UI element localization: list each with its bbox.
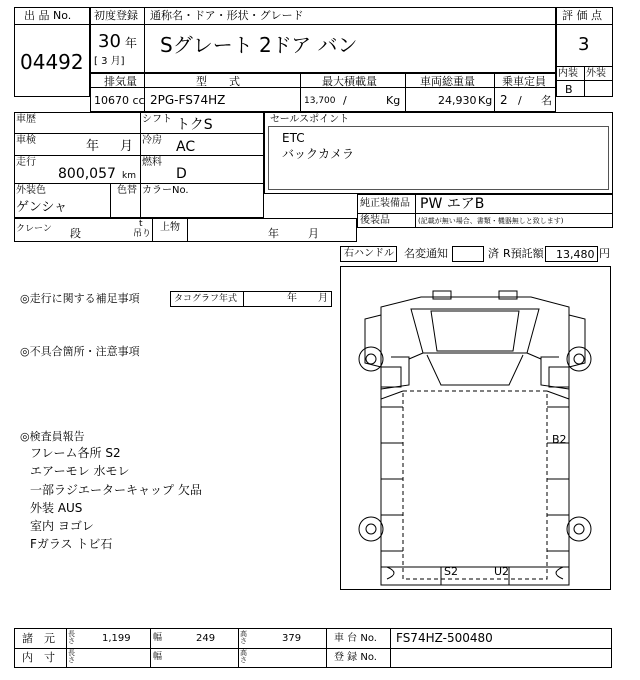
color-code-label: カラーNo. [142,185,189,196]
top-label: 上物 [160,222,180,233]
inspector-label: ◎検査員報告 [20,430,85,443]
deposit-value: 13,480 [556,248,595,261]
inner-length-label: 長さ [68,649,75,664]
aftermarket-note: (記載が無い場合、書類・機器無しと致します) [418,217,564,225]
model-label: 型 式 [196,75,240,88]
tacho-label: タコグラフ年式 [174,294,238,304]
top-year: 年 [268,227,279,240]
height-label: 高さ [240,630,247,645]
capacity-sep: / [518,94,522,107]
cooler-label: 冷房 [142,135,162,146]
mileage-value: 800,057 [58,166,116,182]
chassis-value: FS74HZ-500480 [396,631,493,645]
history-label: 車歴 [16,114,36,125]
shift-value: トクS [176,117,213,133]
height-value: 379 [282,633,302,644]
width-value: 249 [196,633,216,644]
inspector-line: 一部ラジエーターキャップ 欠品 [30,483,202,497]
color-change-label: 色替 [117,185,137,196]
reg-year: 30 [98,31,121,52]
cooler-value: AC [176,139,196,155]
displacement: 10670 cc [94,94,145,107]
mileage-unit: km [122,171,136,181]
top-month: 月 [308,227,319,240]
gross-label: 車両総重量 [420,75,475,88]
grade-label: 評 価 点 [562,9,602,22]
inspection-label: 車検 [16,135,36,146]
crane-lift: 吊り [133,229,152,239]
mileage-label: 走行 [16,157,36,168]
genuine-equipment: PW エアB [420,196,485,212]
capacity-unit: 名 [541,94,552,107]
right-handle: 右ハンドル [344,248,394,259]
inspector-line: エアーモレ 水モレ [30,464,130,478]
width-label: 幅 [153,633,163,643]
shift-label: シフト [142,114,172,125]
capacity-label: 乗車定員 [502,75,546,88]
inspection-month: 月 [120,139,134,154]
spec-label: 諸 元 [22,632,55,645]
reg-month: [ 3 月] [94,56,125,67]
load-unit: Kg [386,94,401,107]
deposit-label: R預託額 [503,247,544,260]
truck-diagram-drawing [341,267,610,589]
fuel-value: D [176,166,187,182]
genuine-equipment-label: 純正装備品 [360,198,410,209]
gross-value: 24,930 [438,94,477,107]
damage-mark-u2: U2 [494,565,510,578]
exterior-color-label: 外装色 [16,185,46,196]
exterior-label: 外装 [586,68,606,79]
capacity-value: 2 [500,93,508,107]
crane-t: t [139,219,143,229]
inspection-year: 年 [86,139,100,154]
length-label: 長さ [68,630,75,645]
displacement-label: 排気量 [104,75,137,88]
crane-stage: 段 [70,227,81,240]
inspector-line: 外装 AUS [30,501,83,515]
exterior-color: ゲンシャ [16,200,68,215]
name-change-label: 名変通知 [404,247,448,260]
interior-label: 内装 [558,68,578,79]
aftermarket-label: 後装品 [360,215,390,226]
tacho-year: 年 [287,293,297,304]
deposit-prefix: 済 [488,247,499,260]
reg-year-unit: 年 [125,36,138,50]
gross-unit: Kg [478,94,493,107]
chassis-label: 車 台 No. [334,633,377,644]
damage-mark-s2: S2 [444,565,458,578]
name-change-box [452,246,484,262]
tacho-month: 月 [318,293,328,304]
damage-diagram [340,266,611,590]
crane-label: クレーン [16,224,52,234]
sales-point-item: ETC [282,131,305,145]
registration-label: 登 録 No. [334,652,377,663]
inner-width-label: 幅 [153,652,163,662]
sales-point-label: セールスポイント [270,114,350,125]
first-reg-label: 初度登録 [94,9,138,22]
sales-point-item: バックカメラ [282,147,355,161]
grade-value: 3 [578,34,590,55]
car-name-label: 通称名・ドア・形状・グレード [150,9,304,22]
inspector-line: Fガラス トビ石 [30,537,113,551]
inspector-line: フレーム各所 S2 [30,446,121,460]
lot-no: 04492 [20,50,84,74]
supplement-label: ◎走行に関する補足事項 [20,292,140,305]
load-label: 最大積載量 [322,75,377,88]
length-value: 1,199 [102,633,131,644]
load-sep: / [343,94,347,107]
crane-row [14,218,357,242]
interior-grade: B [565,83,573,96]
inspector-line: 室内 ヨゴレ [30,519,94,533]
deposit-unit: 円 [599,247,610,260]
defect-label: ◎不具合箇所・注意事項 [20,345,140,358]
damage-mark-b2: B2 [552,433,567,446]
inner-height-label: 高さ [240,649,247,664]
car-name: Sグレート 2ドア バン [160,33,358,57]
lot-no-label: 出 品 No. [24,9,72,22]
load-value: 13,700 [304,96,336,106]
inner-dim-label: 内 寸 [22,651,55,664]
fuel-label: 燃料 [142,157,162,168]
model: 2PG-FS74HZ [150,93,226,107]
